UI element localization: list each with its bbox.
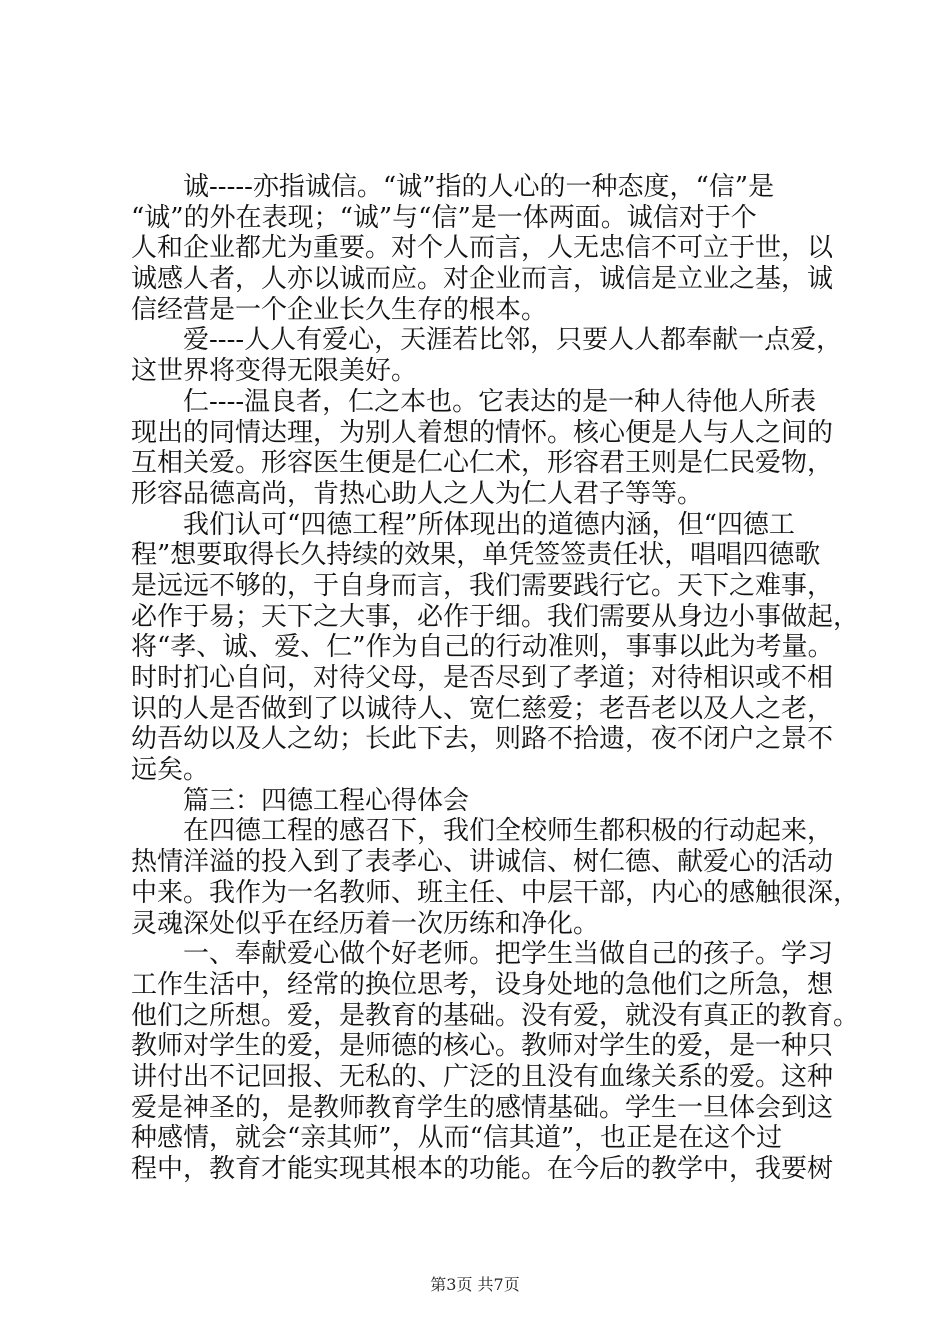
text-line: 识的人是否做到了以诚待人、宽仁慈爱；老吾老以及人之老， [131, 693, 834, 724]
text-line: 种感情，就会“亲其师”，从而“信其道”，也正是在这个过 [131, 1123, 783, 1154]
text-line: 程”想要取得长久持续的效果，单凭签签责任状，唱唱四德歌 [131, 540, 821, 571]
text-line: 远矣。 [131, 755, 210, 786]
text-line: “诚”的外在表现；“诚”与“信”是一体两面。诚信对于个 [131, 202, 757, 233]
text-line: 一、奉献爱心做个好老师。把学生当做自己的孩子。学习 [131, 939, 834, 970]
text-line: 中来。我作为一名教师、班主任、中层干部，内心的感触很深， [131, 877, 860, 908]
text-line: 仁----温良者，仁之本也。它表达的是一种人待他人所表 [131, 386, 817, 417]
text-line: 幼吾幼以及人之幼；长此下去，则路不拾遗，夜不闭户之景不 [131, 724, 834, 755]
text-line: 讲付出不记回报、无私的、广泛的且没有血缘关系的爱。这种 [131, 1061, 834, 1092]
text-line: 他们之所想。爱，是教育的基础。没有爱，就没有真正的教育。 [131, 1000, 860, 1031]
text-line: 程中，教育才能实现其根本的功能。在今后的教学中，我要树 [131, 1154, 834, 1184]
text-line: 热情洋溢的投入到了表孝心、讲诚信、树仁德、献爱心的活动 [131, 847, 834, 878]
text-line: 信经营是一个企业长久生存的根本。 [131, 294, 548, 325]
text-line: 在四德工程的感召下，我们全校师生都积极的行动起来， [131, 816, 834, 847]
text-line: 工作生活中，经常的换位思考，设身处地的急他们之所急，想 [131, 969, 834, 1000]
text-line: 人和企业都尤为重要。对个人而言，人无忠信不可立于世，以 [131, 233, 834, 264]
text-line: 诚感人者，人亦以诚而应。对企业而言，诚信是立业之基，诚 [131, 264, 834, 295]
page-footer: 第3页 共7页 [430, 1275, 520, 1294]
text-line: 诚-----亦指诚信。“诚”指的人心的一种态度，“信”是 [131, 172, 775, 202]
text-line: 现出的同情达理，为别人着想的情怀。核心便是人与人之间的 [131, 417, 834, 448]
text-line: 必作于易；天下之大事，必作于细。我们需要从身边小事做起， [131, 601, 860, 632]
text-line: 灵魂深处似乎在经历着一次历练和净化。 [131, 908, 600, 939]
text-line: 爱----人人有爱心，天涯若比邻，只要人人都奉献一点爱， [131, 325, 843, 356]
text-line: 爱是神圣的，是教师教育学生的感情基础。学生一旦体会到这 [131, 1092, 834, 1123]
text-line: 形容品德高尚，肯热心助人之人为仁人君子等等。 [131, 478, 704, 509]
text-line: 我们认可“四德工程”所体现出的道德内涵，但“四德工 [131, 509, 795, 540]
document-body [131, 172, 860, 1185]
text-line: 篇三：四德工程心得体会 [131, 785, 470, 816]
text-line: 将“孝、诚、爱、仁”作为自己的行动准则，事事以此为考量。 [131, 632, 834, 663]
text-line: 是远远不够的，于自身而言，我们需要践行它。天下之难事， [131, 570, 834, 601]
text-line: 这世界将变得无限美好。 [131, 356, 418, 387]
text-line: 时时扪心自问，对待父母，是否尽到了孝道；对待相识或不相 [131, 663, 834, 693]
text-line: 教师对学生的爱，是师德的核心。教师对学生的爱，是一种只 [131, 1031, 834, 1062]
text-line: 互相关爱。形容医生便是仁心仁术，形容君王则是仁民爱物， [131, 448, 834, 479]
